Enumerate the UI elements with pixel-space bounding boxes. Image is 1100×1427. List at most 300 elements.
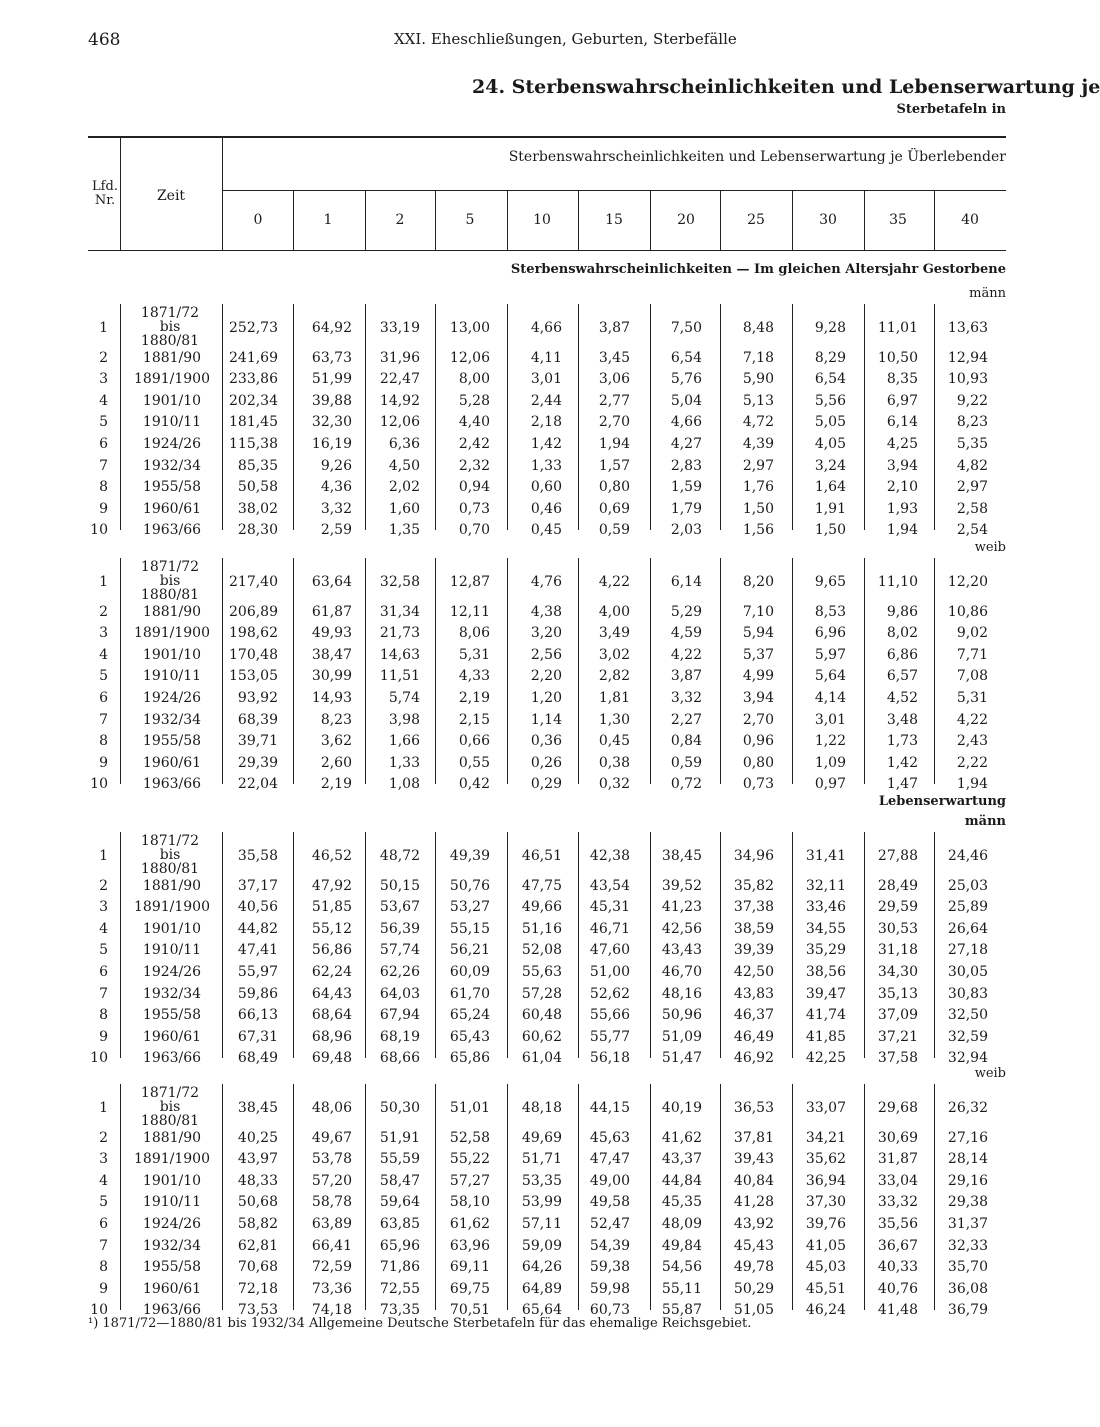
value-cell: 0,94 — [458, 479, 490, 496]
header-divider-zeit — [222, 138, 223, 250]
value-cell: 55,15 — [449, 920, 490, 937]
value-cell: 43,83 — [733, 985, 774, 1002]
value-cell: 6,57 — [886, 668, 918, 685]
value-cell: 5,05 — [814, 414, 846, 431]
value-cell: 1,60 — [388, 500, 420, 517]
value-cell: 9,86 — [886, 603, 918, 620]
table-row — [0, 625, 1024, 646]
value-cell: 27,16 — [947, 1129, 988, 1146]
value-cell: 0,72 — [670, 776, 702, 793]
row-number: 8 — [99, 733, 108, 750]
value-cell: 49,69 — [521, 1129, 562, 1146]
value-cell: 42,25 — [805, 1050, 846, 1067]
row-number: 6 — [99, 964, 108, 980]
value-cell: 4,22 — [670, 646, 702, 663]
value-cell: 7,08 — [956, 668, 988, 685]
value-cell: 53,35 — [521, 1172, 562, 1189]
value-cell: 71,86 — [379, 1259, 420, 1276]
value-cell: 5,97 — [814, 646, 846, 663]
value-cell: 0,97 — [814, 776, 846, 793]
row-number: 6 — [99, 1216, 108, 1232]
value-cell: 31,87 — [877, 1151, 918, 1168]
value-cell: 64,43 — [311, 985, 352, 1002]
header-age-divider — [507, 190, 508, 250]
value-cell: 61,70 — [449, 985, 490, 1002]
value-cell: 54,39 — [589, 1237, 630, 1254]
value-cell: 93,92 — [237, 690, 278, 706]
table-row — [0, 878, 1024, 899]
value-cell: 39,88 — [311, 392, 352, 409]
value-cell: 73,53 — [237, 1302, 278, 1319]
value-cell: 22,47 — [379, 371, 420, 388]
value-cell: 25,03 — [947, 877, 988, 894]
table-row — [0, 755, 1024, 776]
row-number: 6 — [99, 690, 108, 706]
value-cell: 47,75 — [521, 877, 562, 894]
row-number: 3 — [99, 899, 108, 916]
value-cell: 33,04 — [877, 1172, 918, 1189]
value-cell: 43,54 — [589, 877, 630, 894]
footnote: ¹) 1871/72—1880/81 bis 1932/34 Allgemeine Deutsche Sterbetafeln für das ehemalige Reichsgebiet. — [88, 1316, 752, 1331]
row-period: 1901/10 — [142, 920, 202, 937]
value-cell: 50,68 — [237, 1194, 278, 1211]
value-cell: 4,33 — [458, 668, 490, 685]
value-cell: 2,10 — [886, 479, 918, 496]
value-cell: 1,22 — [814, 733, 846, 750]
value-cell: 6,14 — [670, 574, 702, 590]
row-period: 1924/26 — [142, 1216, 202, 1232]
value-cell: 8,02 — [886, 625, 918, 642]
value-cell: 4,25 — [886, 436, 918, 452]
row-period: 1960/61 — [142, 1280, 202, 1297]
value-cell: 5,64 — [814, 668, 846, 685]
value-cell: 1,91 — [814, 500, 846, 517]
row-period: 1963/66 — [142, 776, 202, 793]
table-row — [0, 1050, 1024, 1071]
value-cell: 3,94 — [742, 690, 774, 706]
value-cell: 41,05 — [805, 1237, 846, 1254]
zeit-header: Zeit — [156, 188, 186, 204]
row-period: 1891/1900 — [134, 899, 210, 916]
value-cell: 45,31 — [589, 899, 630, 916]
age-header-0: 0 — [253, 212, 263, 228]
value-cell: 16,19 — [311, 436, 352, 452]
value-cell: 35,13 — [877, 985, 918, 1002]
value-cell: 0,73 — [742, 776, 774, 793]
table-row — [0, 1259, 1024, 1280]
value-cell: 52,47 — [589, 1216, 630, 1232]
value-cell: 1,79 — [670, 500, 702, 517]
value-cell: 14,93 — [311, 690, 352, 706]
value-cell: 69,48 — [311, 1050, 352, 1067]
table-row — [0, 1151, 1024, 1172]
row-period: 1910/11 — [142, 1194, 202, 1211]
value-cell: 72,18 — [237, 1280, 278, 1297]
group-header: Sterbenswahrscheinlichkeiten und Lebenserwartung je Überlebender — [508, 149, 1006, 165]
value-cell: 12,87 — [449, 574, 490, 590]
value-cell: 39,71 — [237, 733, 278, 750]
value-cell: 55,63 — [521, 964, 562, 980]
row-number: 3 — [99, 1151, 108, 1168]
age-header-5: 15 — [605, 212, 623, 228]
row-period: 1901/10 — [142, 646, 202, 663]
header-group-rule — [222, 190, 1006, 191]
value-cell: 1,47 — [886, 776, 918, 793]
value-cell: 55,22 — [449, 1151, 490, 1168]
value-cell: 4,38 — [530, 603, 562, 620]
value-cell: 52,62 — [589, 985, 630, 1002]
row-period: 1901/10 — [142, 1172, 202, 1189]
row-number: 8 — [99, 1259, 108, 1276]
value-cell: 1,42 — [530, 436, 562, 452]
value-cell: 1,50 — [814, 522, 846, 539]
value-cell: 55,12 — [311, 920, 352, 937]
value-cell: 39,47 — [805, 985, 846, 1002]
value-cell: 5,56 — [814, 392, 846, 409]
value-cell: 153,05 — [229, 668, 278, 685]
value-cell: 53,27 — [449, 899, 490, 916]
value-cell: 35,70 — [947, 1259, 988, 1276]
value-cell: 34,30 — [877, 964, 918, 980]
value-cell: 6,54 — [814, 371, 846, 388]
value-cell: 42,50 — [733, 964, 774, 980]
value-cell: 35,56 — [877, 1216, 918, 1232]
value-cell: 1,94 — [886, 522, 918, 539]
value-cell: 5,13 — [742, 392, 774, 409]
row-period: 1871/72 bis 1880/81 — [140, 1085, 200, 1129]
table-row — [0, 479, 1024, 500]
value-cell: 5,90 — [742, 371, 774, 388]
value-cell: 4,11 — [530, 349, 562, 366]
value-cell: 33,32 — [877, 1194, 918, 1211]
value-cell: 12,11 — [449, 603, 490, 620]
value-cell: 2,59 — [320, 522, 352, 539]
row-number: 2 — [99, 1129, 108, 1146]
value-cell: 25,89 — [947, 899, 988, 916]
value-cell: 51,85 — [311, 899, 352, 916]
value-cell: 2,19 — [458, 690, 490, 706]
age-header-4: 10 — [533, 212, 551, 228]
value-cell: 27,18 — [947, 942, 988, 959]
value-cell: 49,84 — [661, 1237, 702, 1254]
value-cell: 57,20 — [311, 1172, 352, 1189]
value-cell: 2,42 — [458, 436, 490, 452]
row-number: 7 — [99, 457, 108, 474]
value-cell: 33,19 — [379, 320, 420, 336]
value-cell: 28,49 — [877, 877, 918, 894]
value-cell: 2,43 — [956, 733, 988, 750]
value-cell: 12,20 — [947, 574, 988, 590]
value-cell: 5,29 — [670, 603, 702, 620]
age-header-3: 5 — [465, 212, 475, 228]
value-cell: 3,06 — [598, 371, 630, 388]
value-cell: 8,35 — [886, 371, 918, 388]
value-cell: 31,41 — [805, 848, 846, 864]
value-cell: 1,35 — [388, 522, 420, 539]
value-cell: 65,24 — [449, 1007, 490, 1024]
value-cell: 6,36 — [388, 436, 420, 452]
value-cell: 0,26 — [530, 754, 562, 771]
row-number: 9 — [99, 1028, 108, 1045]
value-cell: 29,39 — [237, 754, 278, 771]
value-cell: 58,78 — [311, 1194, 352, 1211]
value-cell: 42,56 — [661, 920, 702, 937]
value-cell: 2,70 — [742, 711, 774, 728]
value-cell: 0,84 — [670, 733, 702, 750]
value-cell: 5,74 — [388, 690, 420, 706]
table-row — [0, 712, 1024, 733]
value-cell: 13,00 — [449, 320, 490, 336]
row-number: 9 — [99, 500, 108, 517]
value-cell: 43,37 — [661, 1151, 702, 1168]
value-cell: 36,94 — [805, 1172, 846, 1189]
row-period: 1910/11 — [142, 668, 202, 685]
value-cell: 0,45 — [598, 733, 630, 750]
row-period: 1891/1900 — [134, 1151, 210, 1168]
row-number: 1 — [99, 320, 108, 336]
value-cell: 55,11 — [661, 1280, 702, 1297]
value-cell: 50,76 — [449, 877, 490, 894]
value-cell: 1,42 — [886, 754, 918, 771]
value-cell: 7,50 — [670, 320, 702, 336]
value-cell: 2,56 — [530, 646, 562, 663]
row-number: 4 — [99, 920, 108, 937]
value-cell: 50,96 — [661, 1007, 702, 1024]
sex-label: weib — [974, 540, 1006, 555]
header-age-divider — [435, 190, 436, 250]
value-cell: 4,50 — [388, 457, 420, 474]
row-number: 2 — [99, 877, 108, 894]
row-period: 1955/58 — [142, 479, 202, 496]
value-cell: 0,69 — [598, 500, 630, 517]
row-number: 4 — [99, 1172, 108, 1189]
value-cell: 63,96 — [449, 1237, 490, 1254]
table-row — [0, 1029, 1024, 1050]
value-cell: 3,87 — [670, 668, 702, 685]
value-cell: 0,59 — [598, 522, 630, 539]
value-cell: 30,99 — [311, 668, 352, 685]
value-cell: 8,20 — [742, 574, 774, 590]
value-cell: 73,36 — [311, 1280, 352, 1297]
value-cell: 45,03 — [805, 1259, 846, 1276]
value-cell: 45,35 — [661, 1194, 702, 1211]
value-cell: 4,66 — [670, 414, 702, 431]
value-cell: 2,44 — [530, 392, 562, 409]
row-period: 1963/66 — [142, 1050, 202, 1067]
row-number: 5 — [99, 668, 108, 685]
value-cell: 1,64 — [814, 479, 846, 496]
value-cell: 0,42 — [458, 776, 490, 793]
value-cell: 55,77 — [589, 1028, 630, 1045]
value-cell: 31,34 — [379, 603, 420, 620]
header-age-divider — [365, 190, 366, 250]
row-period: 1960/61 — [142, 500, 202, 517]
value-cell: 72,59 — [311, 1259, 352, 1276]
row-period: 1891/1900 — [134, 625, 210, 642]
value-cell: 48,72 — [379, 848, 420, 864]
value-cell: 21,73 — [379, 625, 420, 642]
value-cell: 41,62 — [661, 1129, 702, 1146]
value-cell: 10,50 — [877, 349, 918, 366]
value-cell: 29,16 — [947, 1172, 988, 1189]
value-cell: 12,06 — [449, 349, 490, 366]
value-cell: 206,89 — [229, 603, 278, 620]
value-cell: 56,18 — [589, 1050, 630, 1067]
row-number: 3 — [99, 371, 108, 388]
value-cell: 69,75 — [449, 1280, 490, 1297]
value-cell: 38,56 — [805, 964, 846, 980]
value-cell: 37,38 — [733, 899, 774, 916]
value-cell: 36,67 — [877, 1237, 918, 1254]
value-cell: 53,99 — [521, 1194, 562, 1211]
row-number: 2 — [99, 603, 108, 620]
running-head: XXI. Eheschließungen, Geburten, Sterbefälle — [394, 30, 737, 48]
value-cell: 35,58 — [237, 848, 278, 864]
value-cell: 7,18 — [742, 349, 774, 366]
value-cell: 40,19 — [661, 1100, 702, 1116]
value-cell: 2,60 — [320, 754, 352, 771]
value-cell: 26,32 — [947, 1100, 988, 1116]
value-cell: 32,33 — [947, 1237, 988, 1254]
value-cell: 0,73 — [458, 500, 490, 517]
value-cell: 0,59 — [670, 754, 702, 771]
row-period: 1932/34 — [142, 985, 202, 1002]
value-cell: 170,48 — [229, 646, 278, 663]
table-row — [0, 1173, 1024, 1194]
table-row — [0, 833, 1024, 877]
value-cell: 9,28 — [814, 320, 846, 336]
value-cell: 69,11 — [449, 1259, 490, 1276]
value-cell: 2,32 — [458, 457, 490, 474]
value-cell: 1,20 — [530, 690, 562, 706]
value-cell: 10,86 — [947, 603, 988, 620]
value-cell: 51,09 — [661, 1028, 702, 1045]
value-cell: 36,08 — [947, 1280, 988, 1297]
header-age-divider — [792, 190, 793, 250]
value-cell: 59,64 — [379, 1194, 420, 1211]
row-number: 1 — [99, 574, 108, 590]
value-cell: 59,98 — [589, 1280, 630, 1297]
row-period: 1932/34 — [142, 1237, 202, 1254]
table-row — [0, 1085, 1024, 1129]
row-period: 1881/90 — [142, 349, 202, 366]
value-cell: 35,82 — [733, 877, 774, 894]
value-cell: 1,81 — [598, 690, 630, 706]
value-cell: 1,33 — [388, 754, 420, 771]
value-cell: 85,35 — [237, 457, 278, 474]
value-cell: 1,93 — [886, 500, 918, 517]
value-cell: 0,60 — [530, 479, 562, 496]
value-cell: 50,15 — [379, 877, 420, 894]
value-cell: 39,76 — [805, 1216, 846, 1232]
value-cell: 12,94 — [947, 349, 988, 366]
value-cell: 68,49 — [237, 1050, 278, 1067]
value-cell: 115,38 — [229, 436, 278, 452]
value-cell: 1,50 — [742, 500, 774, 517]
value-cell: 1,33 — [530, 457, 562, 474]
value-cell: 36,53 — [733, 1100, 774, 1116]
row-number: 1 — [99, 1100, 108, 1116]
value-cell: 48,16 — [661, 985, 702, 1002]
value-cell: 7,71 — [956, 646, 988, 663]
value-cell: 0,70 — [458, 522, 490, 539]
table-row — [0, 458, 1024, 479]
value-cell: 4,36 — [320, 479, 352, 496]
value-cell: 38,47 — [311, 646, 352, 663]
value-cell: 11,51 — [379, 668, 420, 685]
value-cell: 51,47 — [661, 1050, 702, 1067]
value-cell: 46,71 — [589, 920, 630, 937]
value-cell: 5,37 — [742, 646, 774, 663]
value-cell: 5,31 — [458, 646, 490, 663]
sex-label: männ — [969, 286, 1006, 301]
table-row — [0, 1216, 1024, 1237]
row-period: 1871/72 bis 1880/81 — [140, 305, 200, 349]
value-cell: 44,15 — [589, 1100, 630, 1116]
row-period: 1932/34 — [142, 457, 202, 474]
row-period: 1960/61 — [142, 1028, 202, 1045]
row-period: 1901/10 — [142, 392, 202, 409]
value-cell: 39,52 — [661, 877, 702, 894]
value-cell: 1,73 — [886, 733, 918, 750]
value-cell: 0,66 — [458, 733, 490, 750]
value-cell: 48,18 — [521, 1100, 562, 1116]
value-cell: 0,96 — [742, 733, 774, 750]
value-cell: 30,83 — [947, 985, 988, 1002]
value-cell: 55,66 — [589, 1007, 630, 1024]
value-cell: 42,38 — [589, 848, 630, 864]
value-cell: 51,71 — [521, 1151, 562, 1168]
value-cell: 24,46 — [947, 848, 988, 864]
value-cell: 32,94 — [947, 1050, 988, 1067]
value-cell: 58,82 — [237, 1216, 278, 1232]
value-cell: 49,58 — [589, 1194, 630, 1211]
row-number: 9 — [99, 1280, 108, 1297]
value-cell: 0,45 — [530, 522, 562, 539]
value-cell: 1,14 — [530, 711, 562, 728]
header-age-divider — [720, 190, 721, 250]
value-cell: 48,33 — [237, 1172, 278, 1189]
table-row — [0, 776, 1024, 797]
age-header-10: 40 — [961, 212, 979, 228]
value-cell: 2,22 — [956, 754, 988, 771]
table-row — [0, 733, 1024, 754]
value-cell: 4,05 — [814, 436, 846, 452]
value-cell: 68,66 — [379, 1050, 420, 1067]
value-cell: 4,22 — [956, 711, 988, 728]
table-row — [0, 436, 1024, 457]
value-cell: 4,66 — [530, 320, 562, 336]
value-cell: 38,45 — [237, 1100, 278, 1116]
row-number: 10 — [90, 1302, 108, 1319]
value-cell: 0,38 — [598, 754, 630, 771]
value-cell: 3,45 — [598, 349, 630, 366]
value-cell: 44,84 — [661, 1172, 702, 1189]
value-cell: 13,63 — [947, 320, 988, 336]
value-cell: 32,11 — [805, 877, 846, 894]
value-cell: 5,76 — [670, 371, 702, 388]
value-cell: 61,87 — [311, 603, 352, 620]
value-cell: 47,60 — [589, 942, 630, 959]
table-row — [0, 942, 1024, 963]
value-cell: 2,97 — [742, 457, 774, 474]
row-period: 1955/58 — [142, 733, 202, 750]
value-cell: 37,81 — [733, 1129, 774, 1146]
value-cell: 1,30 — [598, 711, 630, 728]
value-cell: 2,03 — [670, 522, 702, 539]
row-period: 1960/61 — [142, 754, 202, 771]
value-cell: 50,29 — [733, 1280, 774, 1297]
